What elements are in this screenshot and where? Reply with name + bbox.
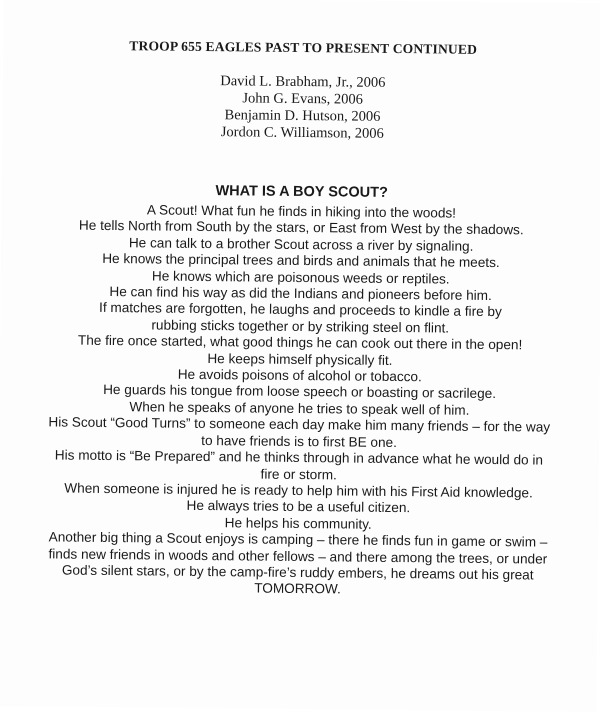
poem-line: If matches are forgotten, he laughs and proceeds to kindle a fire by: [99, 300, 502, 320]
poem-body: [27, 201, 571, 600]
poem-line: Another big thing a Scout enjoys is camping – there he finds fun in game or swim –: [48, 529, 548, 550]
poem-line: God’s silent stars, or by the camp-fire’s ruddy embers, he dreams out his great: [61, 562, 534, 583]
poem-line: He knows the principal trees and birds and animals that he meets.: [102, 251, 500, 271]
eagle-entry: Jordon C. Williamson, 2006: [220, 124, 384, 142]
poem-line: His motto is “Be Prepared” and he thinks through in advance what he would do in: [54, 447, 544, 468]
poem-line: The fire once started, what good things he can cook out there in the open!: [77, 332, 523, 353]
poem-line: finds new friends in woods and other fellows – and there among the trees, or under: [48, 545, 548, 567]
poem-line: When someone is injured he is ready to help him with his First Aid knowledge.: [64, 480, 533, 501]
eagle-entry: John G. Evans, 2006: [242, 90, 363, 108]
poem-line: fire or storm.: [260, 466, 337, 482]
poem-line: He avoids poisons of alcohol or tobacco.: [177, 366, 422, 385]
eagles-list: [2, 71, 600, 145]
poem-line: He guards his tongue from loose speech or boasting or sacrilege.: [103, 382, 497, 402]
poem-line: When he speaks of anyone he tries to speak well of him.: [129, 399, 470, 418]
page-title: TROOP 655 EAGLES PAST TO PRESENT CONTINUED: [129, 38, 478, 57]
poem-line: He knows which are poisonous weeds or reptiles.: [151, 268, 450, 287]
poem-line: He always tries to be a useful citizen.: [186, 498, 411, 516]
poem-line: rubbing sticks together or by striking steel on flint.: [151, 317, 450, 336]
poem-line: A Scout! What fun he finds in hiking into the woods!: [146, 202, 457, 221]
poem-line: He tells North from South by the stars, or East from West by the shadows.: [78, 218, 524, 238]
eagle-entry: David L. Brabham, Jr., 2006: [220, 73, 386, 91]
poem-title: WHAT IS A BOY SCOUT?: [215, 183, 388, 201]
poem-line: He helps his community.: [224, 514, 372, 532]
poem-line: He can talk to a brother Scout across a river by signaling.: [128, 235, 474, 254]
poem-line: TOMORROW.: [254, 580, 341, 597]
poem-line: His Scout “Good Turns” to someone each day make him many friends – for the way: [48, 414, 551, 435]
eagle-entry: Benjamin D. Hutson, 2006: [224, 107, 381, 125]
poem-line: to have friends is to first BE one.: [201, 432, 398, 450]
poem-line: He can find his way as did the Indians and pioneers before him.: [109, 284, 492, 304]
poem-line: He keeps himself physically fit.: [207, 350, 393, 368]
